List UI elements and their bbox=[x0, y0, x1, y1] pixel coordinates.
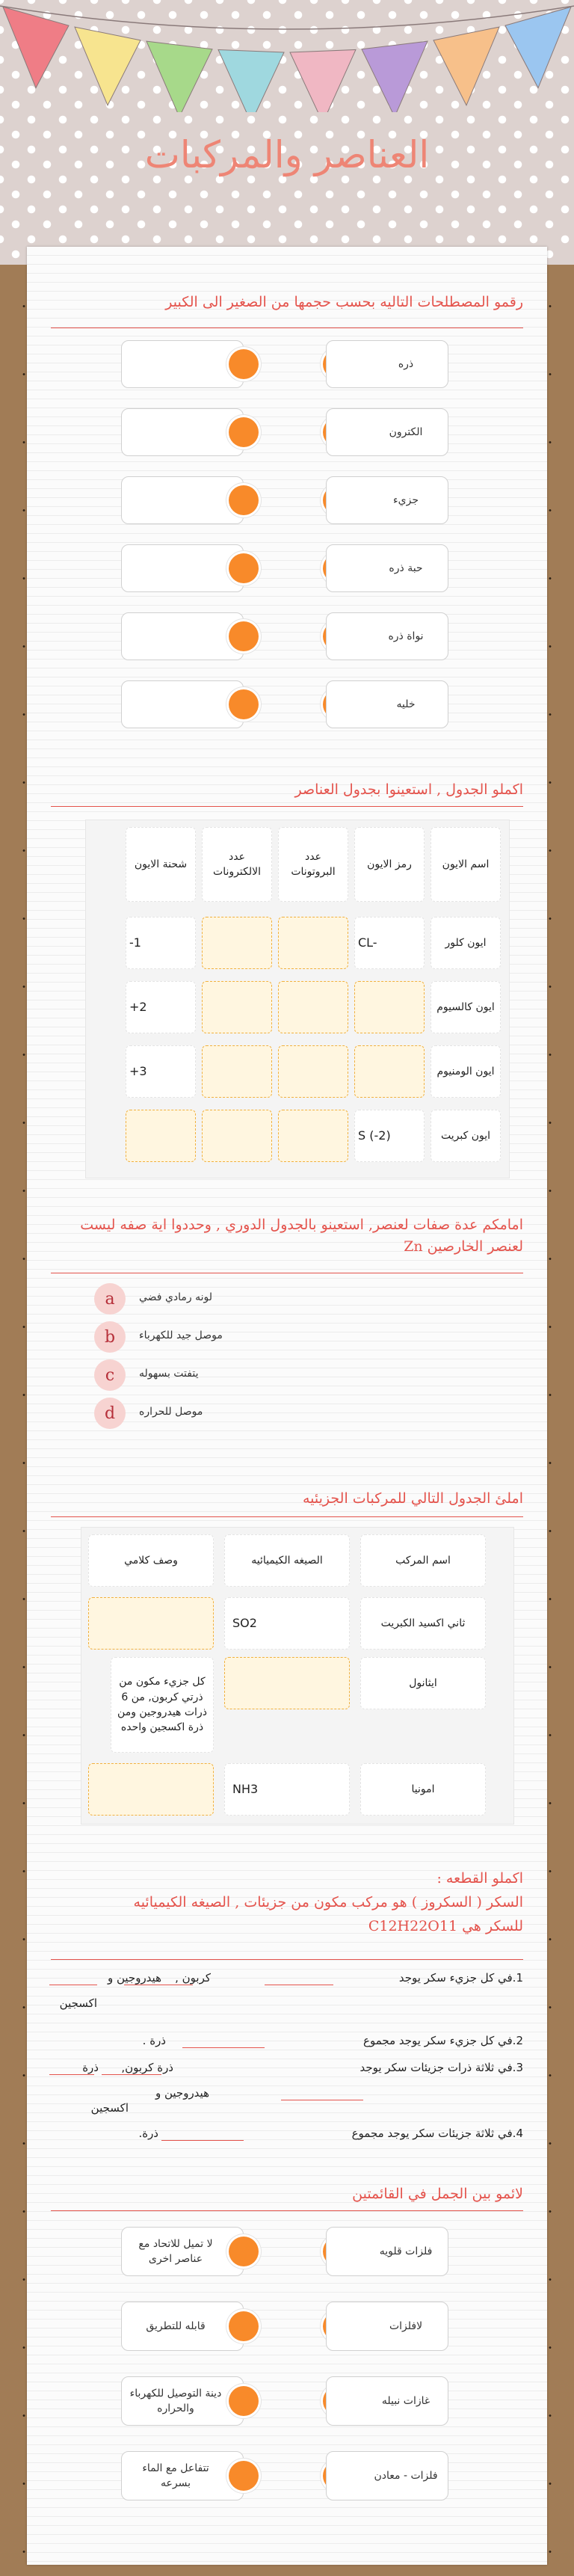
ion-symbol-cell: S (-2) bbox=[354, 1110, 425, 1162]
q5-divider bbox=[51, 1959, 523, 1960]
match-left-box[interactable]: تتفاعل مع الماء بسرعه bbox=[121, 2451, 244, 2500]
q2-divider bbox=[51, 806, 523, 807]
option-letter-badge[interactable]: d bbox=[94, 1398, 126, 1429]
ion-name-cell: ايون كالسيوم bbox=[430, 981, 501, 1033]
header-background bbox=[0, 0, 574, 265]
answer-connector-dot[interactable] bbox=[229, 621, 259, 651]
protons-input[interactable] bbox=[278, 981, 348, 1033]
q6-divider bbox=[51, 2210, 523, 2211]
sentence-text: 2.في كل جزيء سكر يوجد مجموع bbox=[363, 2034, 523, 2047]
sentence-text: اكسجين bbox=[90, 2101, 129, 2115]
sentence-text: ذرة bbox=[82, 2061, 99, 2074]
q6-title: لائمو بين الجمل في القائمتين bbox=[352, 2186, 523, 2202]
bunting-flag bbox=[75, 27, 141, 105]
compound-name-cell: ثاني اكسيد الكبريت bbox=[360, 1597, 486, 1650]
bunting-flag bbox=[290, 49, 356, 112]
compound-name-cell: امونيا bbox=[360, 1763, 486, 1816]
term-box[interactable]: الكترون bbox=[326, 408, 448, 456]
table-header-cell: شحنة الايون bbox=[126, 827, 196, 902]
match-right-box[interactable]: غازات نبيله bbox=[326, 2376, 448, 2426]
worksheet-paper bbox=[27, 247, 547, 2565]
answer-box[interactable] bbox=[121, 340, 244, 388]
blank-line-input[interactable] bbox=[161, 2140, 244, 2141]
option-letter-badge[interactable]: b bbox=[94, 1321, 126, 1353]
match-left-dot[interactable] bbox=[229, 2311, 259, 2341]
ion-name-cell: ايون كلور bbox=[430, 917, 501, 969]
answer-connector-dot[interactable] bbox=[229, 485, 259, 515]
option-text[interactable]: موصل جيد للكهرباء bbox=[139, 1330, 223, 1341]
page-title: العناصر والمركبات bbox=[144, 133, 430, 176]
compound-formula-input[interactable] bbox=[224, 1657, 350, 1709]
q4-title: املئ الجدول التالي للمركبات الجزيئيه bbox=[302, 1490, 523, 1507]
option-letter-badge[interactable]: c bbox=[94, 1359, 126, 1391]
sentence-text: هيدروجين و bbox=[107, 1971, 161, 1985]
electrons-input[interactable] bbox=[202, 981, 272, 1033]
ion-charge-cell: -1 bbox=[126, 917, 196, 969]
match-right-box[interactable]: فلزات قلويه bbox=[326, 2227, 448, 2276]
bunting-decoration bbox=[0, 0, 574, 112]
ion-name-cell: ايون كبريت bbox=[430, 1110, 501, 1162]
q5-title-line2: السكر ( السكروز ) هو مركب مكون من جزيئات , الصيغه الكيميائيه bbox=[133, 1894, 523, 1911]
match-left-dot[interactable] bbox=[229, 2237, 259, 2266]
protons-input[interactable] bbox=[278, 917, 348, 969]
ion-name-cell: ايون الومنيوم bbox=[430, 1045, 501, 1098]
term-box[interactable]: حبة ذره bbox=[326, 544, 448, 592]
compound-formula-cell: NH3 bbox=[224, 1763, 350, 1816]
compound-formula-cell: SO2 bbox=[224, 1597, 350, 1650]
ion-charge-cell: +2 bbox=[126, 981, 196, 1033]
compound-description-input[interactable] bbox=[88, 1763, 214, 1816]
answer-connector-dot[interactable] bbox=[229, 689, 259, 719]
match-right-box[interactable]: لافلزات bbox=[326, 2302, 448, 2351]
q1-title: رقمو المصطلحات التاليه بحسب حجمها من الصغير الى الكبير bbox=[165, 294, 523, 310]
table-header-cell: اسم المركب bbox=[360, 1534, 486, 1587]
electrons-input[interactable] bbox=[202, 1110, 272, 1162]
answer-box[interactable] bbox=[121, 680, 244, 728]
sentence-text: كربون , bbox=[175, 1971, 211, 1985]
bunting-flag bbox=[3, 7, 69, 87]
protons-input[interactable] bbox=[278, 1110, 348, 1162]
blank-line-input[interactable] bbox=[49, 2074, 94, 2075]
table-header-cell: الصيغه الكيميائيه bbox=[224, 1534, 350, 1587]
option-text[interactable]: لونه رمادي فضي bbox=[139, 1291, 213, 1303]
protons-input[interactable] bbox=[278, 1045, 348, 1098]
electrons-input[interactable] bbox=[202, 1045, 272, 1098]
bunting-flag bbox=[505, 7, 571, 87]
blank-line-input[interactable] bbox=[102, 2074, 161, 2075]
bunting-flag bbox=[433, 27, 499, 105]
bunting-flag bbox=[218, 49, 284, 112]
match-right-box[interactable]: فلزات - معادن bbox=[326, 2451, 448, 2500]
term-box[interactable]: خليه bbox=[326, 680, 448, 728]
ion-symbol-input[interactable] bbox=[354, 981, 425, 1033]
answer-connector-dot[interactable] bbox=[229, 553, 259, 583]
answer-box[interactable] bbox=[121, 408, 244, 456]
blank-line-input[interactable] bbox=[182, 2047, 265, 2048]
table-header-cell: اسم الايون bbox=[430, 827, 501, 902]
option-text[interactable]: موصل للحراره bbox=[139, 1406, 203, 1418]
match-left-box[interactable]: لا تميل للاتحاد مع عناصر اخرى bbox=[121, 2227, 244, 2276]
match-left-dot[interactable] bbox=[229, 2386, 259, 2416]
sentence-text: هيدروجين و bbox=[155, 2086, 209, 2100]
electrons-input[interactable] bbox=[202, 917, 272, 969]
table-header-cell: عدد البروتونات bbox=[278, 827, 348, 902]
option-text[interactable]: يتفتت بسهوله bbox=[139, 1368, 199, 1380]
bunting-flag bbox=[362, 41, 428, 112]
answer-box[interactable] bbox=[121, 476, 244, 524]
term-box[interactable]: ذره bbox=[326, 340, 448, 388]
q2-title: اكملو الجدول , استعينوا بجدول العناصر bbox=[294, 781, 523, 798]
sentence-text: ذرة . bbox=[142, 2034, 166, 2047]
match-left-box[interactable]: قابله للتطريق bbox=[121, 2302, 244, 2351]
match-left-dot[interactable] bbox=[229, 2461, 259, 2491]
ion-symbol-input[interactable] bbox=[354, 1045, 425, 1098]
table-header-cell: وصف كلامي bbox=[88, 1534, 214, 1587]
answer-connector-dot[interactable] bbox=[229, 417, 259, 447]
q4-divider bbox=[51, 1516, 523, 1517]
match-left-box[interactable]: دينة التوصيل للكهرباء والحراره bbox=[121, 2376, 244, 2426]
sentence-text: ذرة. bbox=[138, 2127, 158, 2140]
q5-title-line3: للسكر هي C12H22O11 bbox=[368, 1918, 523, 1934]
compound-name-cell: ايثانول bbox=[360, 1657, 486, 1709]
term-box[interactable]: جزيء bbox=[326, 476, 448, 524]
answer-connector-dot[interactable] bbox=[229, 349, 259, 379]
compound-description-input[interactable] bbox=[88, 1597, 214, 1650]
table-header-cell: رمز الايون bbox=[354, 827, 425, 902]
q5-title-line1: اكملو القطعه : bbox=[436, 1870, 523, 1887]
sentence-text: 4.في ثلاثة جزيئات سكر يوجد مجموع bbox=[351, 2127, 523, 2140]
ion-charge-cell: +3 bbox=[126, 1045, 196, 1098]
sentence-text: 3.في ثلاثة ذرات جزيئات سكر يوجد bbox=[359, 2061, 523, 2074]
sentence-text: اكسجين bbox=[59, 1996, 97, 2010]
answer-box[interactable] bbox=[121, 544, 244, 592]
sentence-text: ذرة كربون, bbox=[121, 2061, 173, 2074]
answer-box[interactable] bbox=[121, 612, 244, 660]
term-box[interactable]: نواة ذره bbox=[326, 612, 448, 660]
compound-description-cell: كل جزيء مكون من ذرتي كربون, من 6 ذرات هيدروجين ومن ذرة اكسجين واحده bbox=[111, 1657, 214, 1753]
ion-symbol-cell: CL- bbox=[354, 917, 425, 969]
table-header-cell: عدد الالكترونات bbox=[202, 827, 272, 902]
ion-charge-input[interactable] bbox=[126, 1110, 196, 1162]
bunting-flag bbox=[146, 41, 212, 112]
option-letter-badge[interactable]: a bbox=[94, 1283, 126, 1315]
sentence-text: 1.في كل جزيء سكر يوجد bbox=[398, 1971, 523, 1985]
q3-title: امامكم عدة صفات لعنصر, استعينو بالجدول الدوري , وحددوا اية صفه ليست لعنصر الخارصين Zn bbox=[80, 1217, 523, 1255]
